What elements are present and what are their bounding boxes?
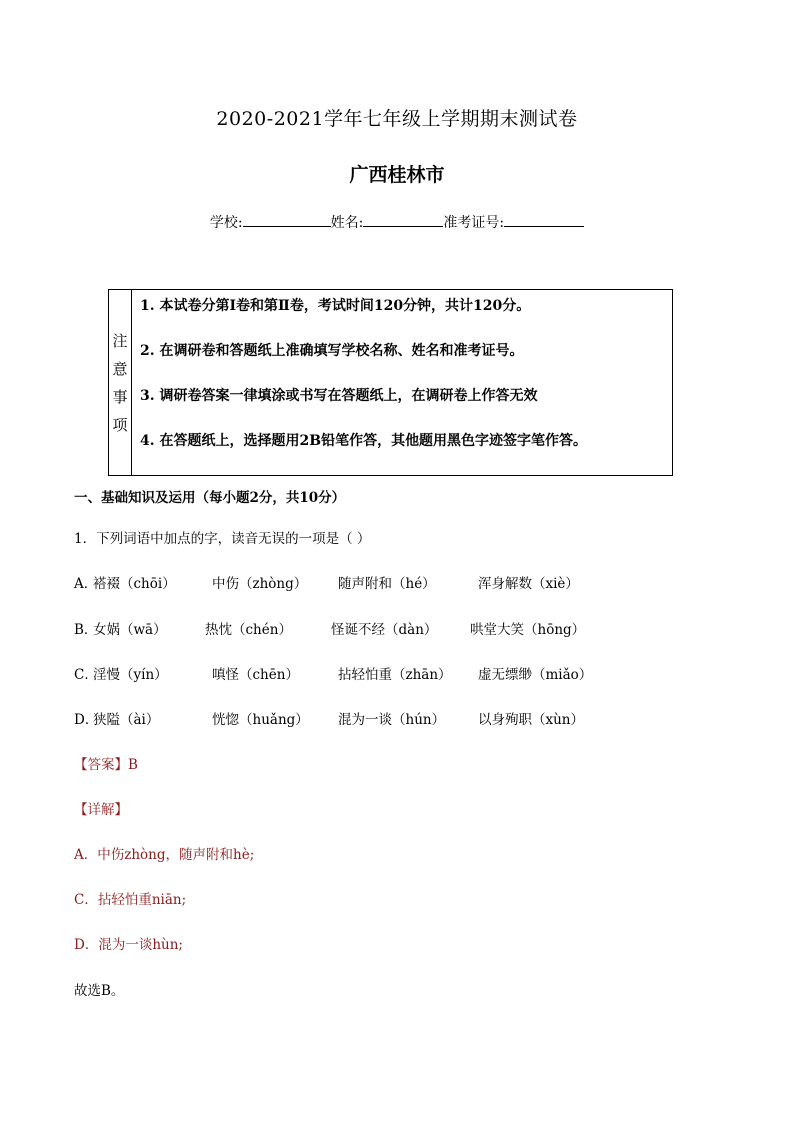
option-item: 褡裰（chōi） bbox=[93, 576, 176, 592]
notice-label-char: 事 bbox=[112, 387, 128, 406]
exam-id-blank bbox=[504, 212, 584, 227]
option-item: 女娲（wā） bbox=[93, 622, 167, 638]
school-label: 学校: bbox=[209, 215, 243, 231]
option-item: 怪诞不经（dàn） bbox=[331, 622, 438, 638]
notice-item: 3. 调研卷答案一律填涂或书写在答题纸上，在调研卷上作答无效 bbox=[140, 388, 538, 404]
option-item: 以身殉职（xùn） bbox=[478, 712, 585, 728]
school-blank bbox=[243, 212, 331, 227]
exam-id-label: 准考证号: bbox=[443, 215, 505, 231]
conclusion-line: 故选B。 bbox=[74, 983, 125, 999]
notice-label bbox=[109, 290, 132, 475]
answer-line: 【答案】B bbox=[74, 757, 138, 773]
option-letter: A． bbox=[74, 576, 98, 592]
notice-items bbox=[132, 290, 672, 475]
option-letter: D． bbox=[74, 712, 99, 728]
question-stem: 1．下列词语中加点的字，读音无误的一项是（ ） bbox=[74, 531, 371, 547]
page-subtitle: 广西桂林市 bbox=[349, 164, 445, 186]
explain-line: A．中伤zhòng，随声附和hè; bbox=[74, 847, 255, 863]
option-letter: B． bbox=[74, 622, 98, 638]
explain-line: D．混为一谈hùn; bbox=[74, 937, 183, 953]
notice-item: 4. 在答题纸上，选择题用2B铅笔作答，其他题用黑色字迹签字笔作答。 bbox=[140, 433, 588, 449]
explain-line: C．拈轻怕重niān; bbox=[74, 892, 187, 908]
option-letter: C． bbox=[74, 667, 98, 683]
option-row-c bbox=[0, 663, 794, 683]
option-item: 拈轻怕重（zhān） bbox=[338, 667, 452, 683]
section-heading: 一、基础知识及运用（每小题2分，共10分） bbox=[74, 490, 346, 506]
option-item: 虚无缥缈（miǎo） bbox=[478, 667, 593, 683]
notice-item: 2. 在调研卷和答题纸上准确填写学校名称、姓名和准考证号。 bbox=[140, 343, 524, 359]
option-row-d bbox=[0, 708, 794, 728]
option-item: 随声附和（hé） bbox=[338, 576, 436, 592]
page-title: 2020-2021学年七年级上学期期末测试卷 bbox=[216, 108, 578, 130]
option-item: 哄堂大笑（hōng） bbox=[470, 622, 586, 638]
option-item: 嗔怪（chēn） bbox=[212, 667, 299, 683]
name-label: 姓名: bbox=[330, 215, 364, 231]
option-item: 狭隘（ài） bbox=[93, 712, 160, 728]
notice-box bbox=[108, 289, 673, 476]
option-item: 淫慢（yín） bbox=[93, 667, 168, 683]
student-info-line bbox=[0, 212, 794, 232]
option-row-a bbox=[0, 572, 794, 592]
notice-label-char: 注 bbox=[112, 331, 128, 350]
notice-label-char: 项 bbox=[112, 415, 128, 434]
notice-label-char: 意 bbox=[112, 359, 128, 378]
option-item: 恍惚（huǎng） bbox=[212, 712, 309, 728]
name-blank bbox=[363, 212, 443, 227]
explain-heading: 【详解】 bbox=[74, 802, 128, 818]
option-item: 中伤（zhòng） bbox=[212, 576, 308, 592]
option-item: 热忱（chén） bbox=[205, 622, 292, 638]
option-item: 混为一谈（hún） bbox=[338, 712, 446, 728]
notice-item: 1. 本试卷分第Ⅰ卷和第Ⅱ卷，考试时间120分钟，共计120分。 bbox=[140, 298, 531, 314]
option-item: 浑身解数（xiè） bbox=[478, 576, 579, 592]
option-row-b bbox=[0, 618, 794, 638]
